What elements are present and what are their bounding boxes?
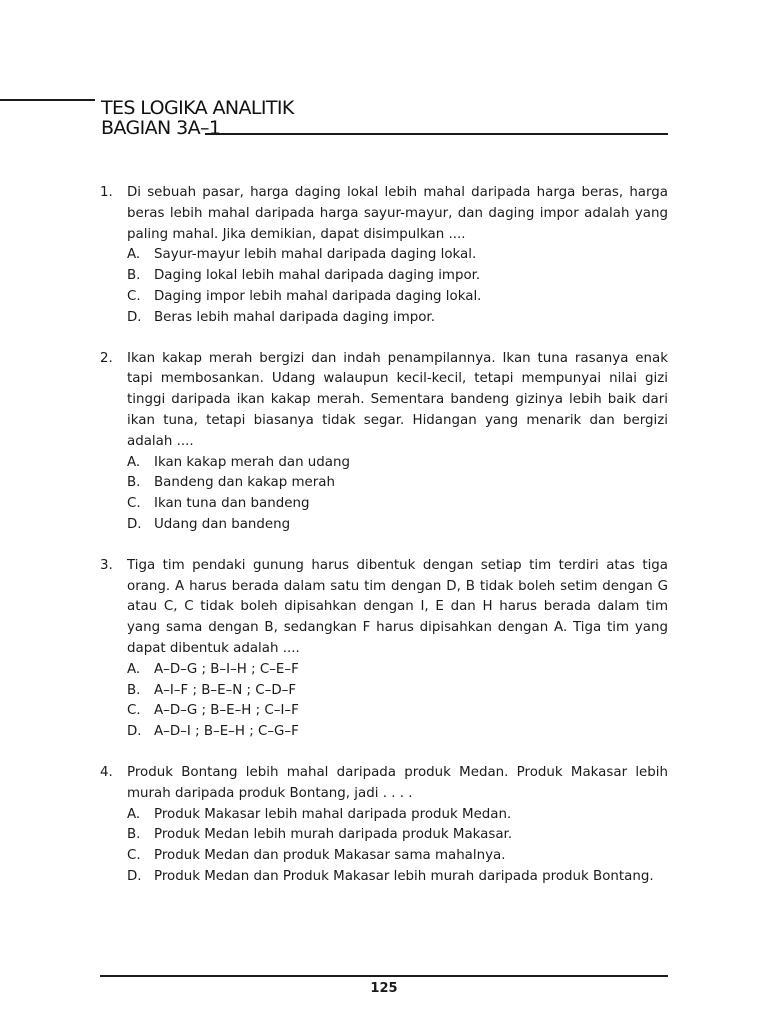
option-d xyxy=(127,515,668,536)
option-letter: C. xyxy=(127,703,141,719)
title-line-1: TES LOGIKA ANALITIK xyxy=(101,97,294,119)
option-text: Daging impor lebih mahal daripada daging lokal. xyxy=(154,288,482,304)
question-number: 2. xyxy=(100,350,113,366)
option-text: Beras lebih mahal daripada daging impor. xyxy=(154,309,435,325)
option-text: Sayur-mayur lebih mahal daripada daging lokal. xyxy=(154,247,477,263)
option-a xyxy=(127,805,668,826)
page-number: 125 xyxy=(370,981,398,996)
option-letter: B. xyxy=(127,475,141,491)
option-letter: B. xyxy=(127,268,141,284)
option-b xyxy=(127,681,668,702)
option-a xyxy=(127,453,668,474)
option-b xyxy=(127,473,668,494)
question-number: 3. xyxy=(100,557,113,573)
option-a xyxy=(127,245,668,266)
question-4 xyxy=(100,763,668,888)
option-text: A–D–I ; B–E–H ; C–G–F xyxy=(154,724,299,740)
option-text: Daging lokal lebih mahal daripada daging impor. xyxy=(154,268,481,284)
option-a xyxy=(127,660,668,681)
option-letter: A. xyxy=(127,806,141,822)
option-letter: C. xyxy=(127,848,141,864)
option-text: Udang dan bandeng xyxy=(154,516,291,532)
option-text: Ikan tuna dan bandeng xyxy=(154,496,310,512)
question-text: Ikan kakap merah bergizi dan indah penampilannya. Ikan tuna rasanya enak tapi membosankan. Udang walaupun kecil-kecil, tetapi mempunyai nilai gizi tinggi daripada ikan kakap merah. Sementara bandeng gizinya lebih baik dari ikan tuna, tetapi biasanya tidak segar. Hidangan yang menarik dan bergizi adalah .... xyxy=(127,350,668,449)
question-number: 4. xyxy=(100,764,113,780)
question-text: Produk Bontang lebih mahal daripada produk Medan. Produk Makasar lebih murah daripada produk Bontang, jadi . . . . xyxy=(127,764,668,801)
question-text: Tiga tim pendaki gunung harus dibentuk dengan setiap tim terdiri atas tiga orang. A harus berada dalam satu tim dengan D, B tidak boleh setim dengan G atau C, C tidak boleh dipisahkan dengan I, E dan H harus berada dalam tim yang sama dengan B, sedangkan F harus dipisahkan dengan A. Tiga tim yang dapat dibentuk adalah .... xyxy=(127,557,668,656)
option-list xyxy=(127,453,668,536)
header-rule-right xyxy=(205,133,668,135)
header-rule-left xyxy=(0,99,95,101)
option-d xyxy=(127,308,668,329)
option-list xyxy=(127,245,668,328)
option-letter: A. xyxy=(127,454,141,470)
question-1 xyxy=(100,183,668,329)
option-text: Bandeng dan kakap merah xyxy=(154,475,335,491)
option-list xyxy=(127,805,668,888)
option-letter: D. xyxy=(127,516,142,532)
option-letter: C. xyxy=(127,288,141,304)
question-2 xyxy=(100,349,668,536)
option-letter: D. xyxy=(127,724,142,740)
option-text: A–D–G ; B–I–H ; C–E–F xyxy=(154,661,299,677)
option-text: Produk Medan dan Produk Makasar lebih murah daripada produk Bontang. xyxy=(154,868,654,884)
option-text: A–D–G ; B–E–H ; C–I–F xyxy=(154,703,299,719)
option-text: A–I–F ; B–E–N ; C–D–F xyxy=(154,682,297,698)
option-text: Produk Medan lebih murah daripada produk Makasar. xyxy=(154,827,513,843)
question-text: Di sebuah pasar, harga daging lokal lebih mahal daripada harga beras, harga beras lebih mahal daripada harga sayur-mayur, dan daging impor adalah yang paling mahal. Jika demikian, dapat disimpulkan .... xyxy=(127,185,668,242)
option-letter: B. xyxy=(127,827,141,843)
option-letter: B. xyxy=(127,682,141,698)
option-b xyxy=(127,266,668,287)
option-text: Produk Medan dan produk Makasar sama mahalnya. xyxy=(154,848,506,864)
option-c xyxy=(127,846,668,867)
option-list xyxy=(127,660,668,743)
option-text: Produk Makasar lebih mahal daripada produk Medan. xyxy=(154,806,512,822)
question-number: 1. xyxy=(100,185,113,200)
option-letter: C. xyxy=(127,496,141,512)
option-c xyxy=(127,701,668,722)
option-letter: D. xyxy=(127,309,142,325)
option-b xyxy=(127,825,668,846)
option-c xyxy=(127,494,668,515)
option-d xyxy=(127,867,668,888)
question-3 xyxy=(100,556,668,743)
option-letter: D. xyxy=(127,868,142,884)
question-list xyxy=(100,183,668,908)
option-d xyxy=(127,722,668,743)
option-letter: A. xyxy=(127,661,141,677)
option-text: Ikan kakap merah dan udang xyxy=(154,454,350,470)
page-title xyxy=(101,98,294,138)
footer-rule xyxy=(100,975,668,977)
option-letter: A. xyxy=(127,247,141,263)
title-line-2: BAGIAN 3A–1 xyxy=(101,117,221,139)
option-c xyxy=(127,287,668,308)
